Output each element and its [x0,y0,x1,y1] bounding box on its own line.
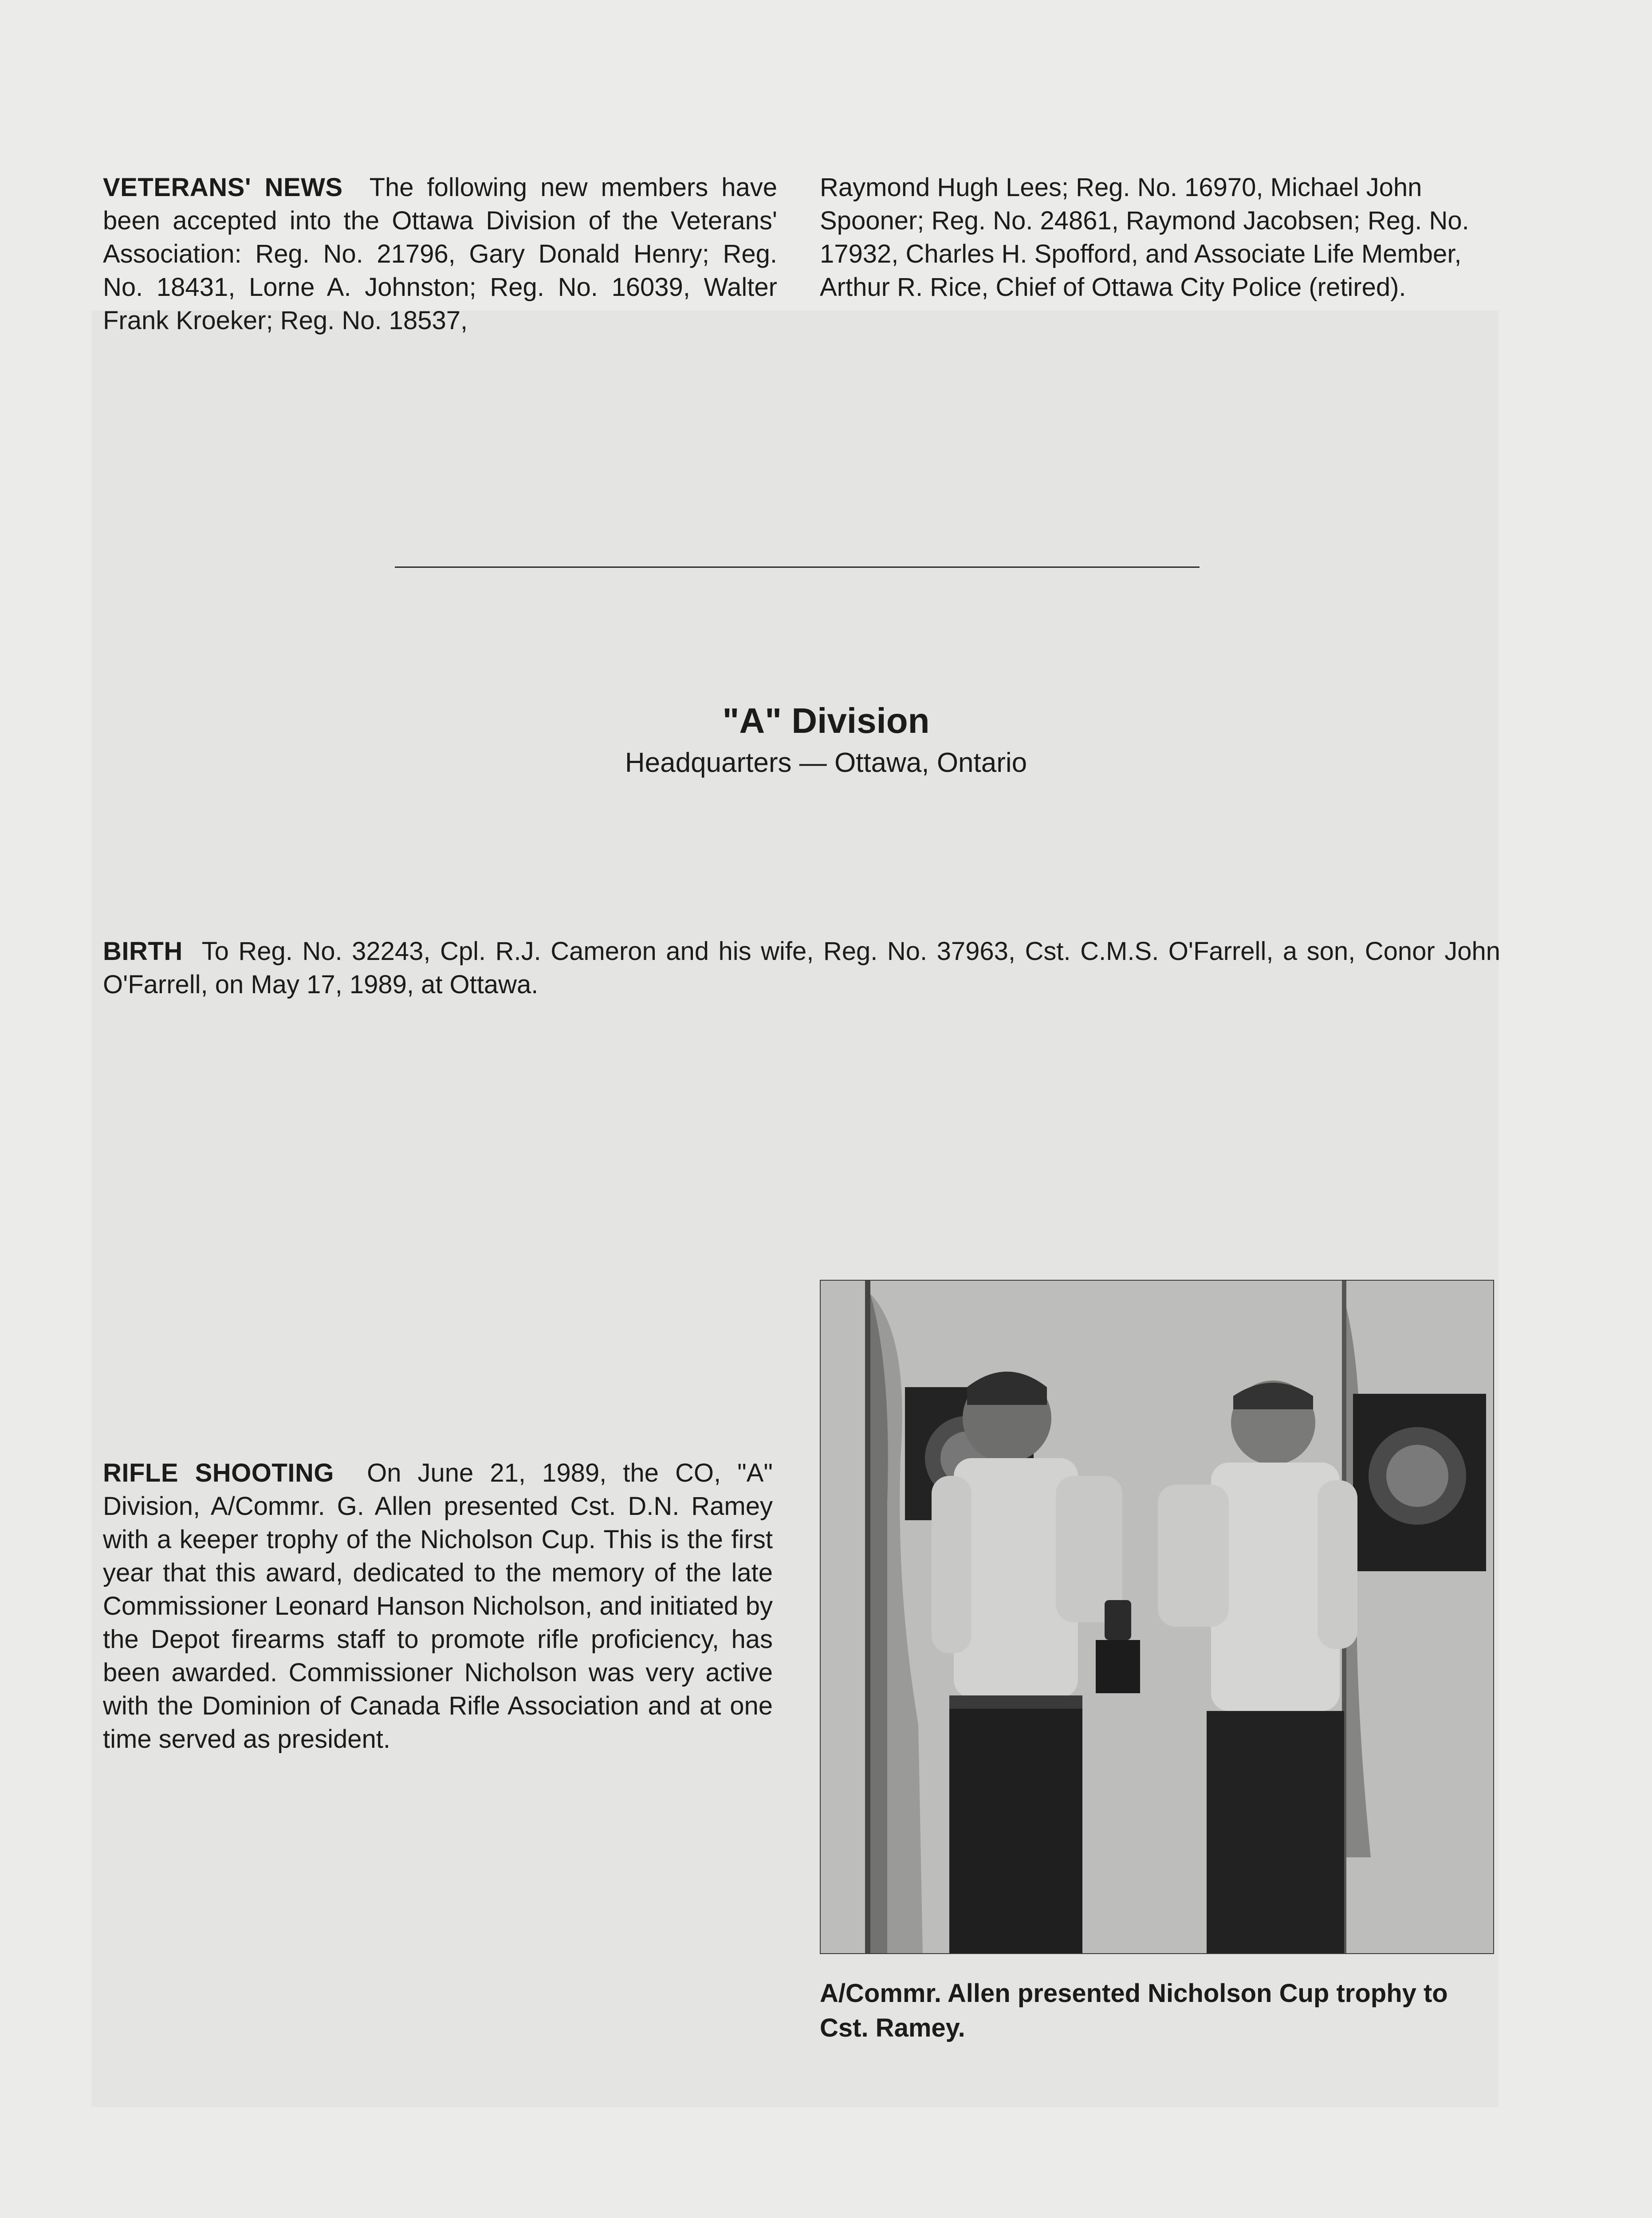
birth-heading: BIRTH [103,937,183,966]
veterans-news-text-right: Raymond Hugh Lees; Reg. No. 16970, Michael John Spooner; Reg. No. 24861, Raymond Jacobsen; Reg. No. 17932, Charles H. Spofford, and Associate Life Member, Arthur R. Rice, Chief of Ottawa City Police (retired). [820,173,1469,302]
division-title: "A" Division [722,701,930,740]
rifle-shooting-article [103,1456,773,1756]
birth-announcement [103,935,1500,1001]
rifle-shooting-text: On June 21, 1989, the CO, "A" Division, A/Commr. G. Allen presented Cst. D.N. Ramey with a keeper trophy of the Nicholson Cup. This is the first year that this award, dedicated to the memory of the late Commissioner Leonard Hanson Nicholson, and initiated by the Depot firearms staff to promote rifle proficiency, has been awarded. Commissioner Nicholson was very active with the Dominion of Canada Rifle Association and at one time served as president. [103,1459,773,1754]
division-subtitle: Headquarters — Ottawa, Ontario [625,747,1027,778]
birth-text: To Reg. No. 32243, Cpl. R.J. Cameron and his wife, Reg. No. 37963, Cst. C.M.S. O'Farrell, a son, Conor John O'Farrell, on May 17, 1989, at Ottawa. [103,937,1500,999]
trophy-presentation-photo [820,1280,1494,1954]
veterans-news-heading: VETERANS' NEWS [103,173,343,202]
veterans-news-text-left: The following new members have been accepted into the Ottawa Division of the Veterans' Association: Reg. No. 21796, Gary Donald Henry; Reg. No. 18431, Lorne A. Johnston; Reg. No. 16039, Walter Frank Kroeker; Reg. No. 18537, [103,173,778,335]
rifle-shooting-heading: RIFLE SHOOTING [103,1459,334,1487]
photo-caption: A/Commr. Allen presented Nicholson Cup trophy to Cst. Ramey. [820,1979,1448,2042]
veterans-news-column-right [820,171,1494,304]
veterans-news-column-left [103,171,777,337]
section-divider [395,566,1200,568]
